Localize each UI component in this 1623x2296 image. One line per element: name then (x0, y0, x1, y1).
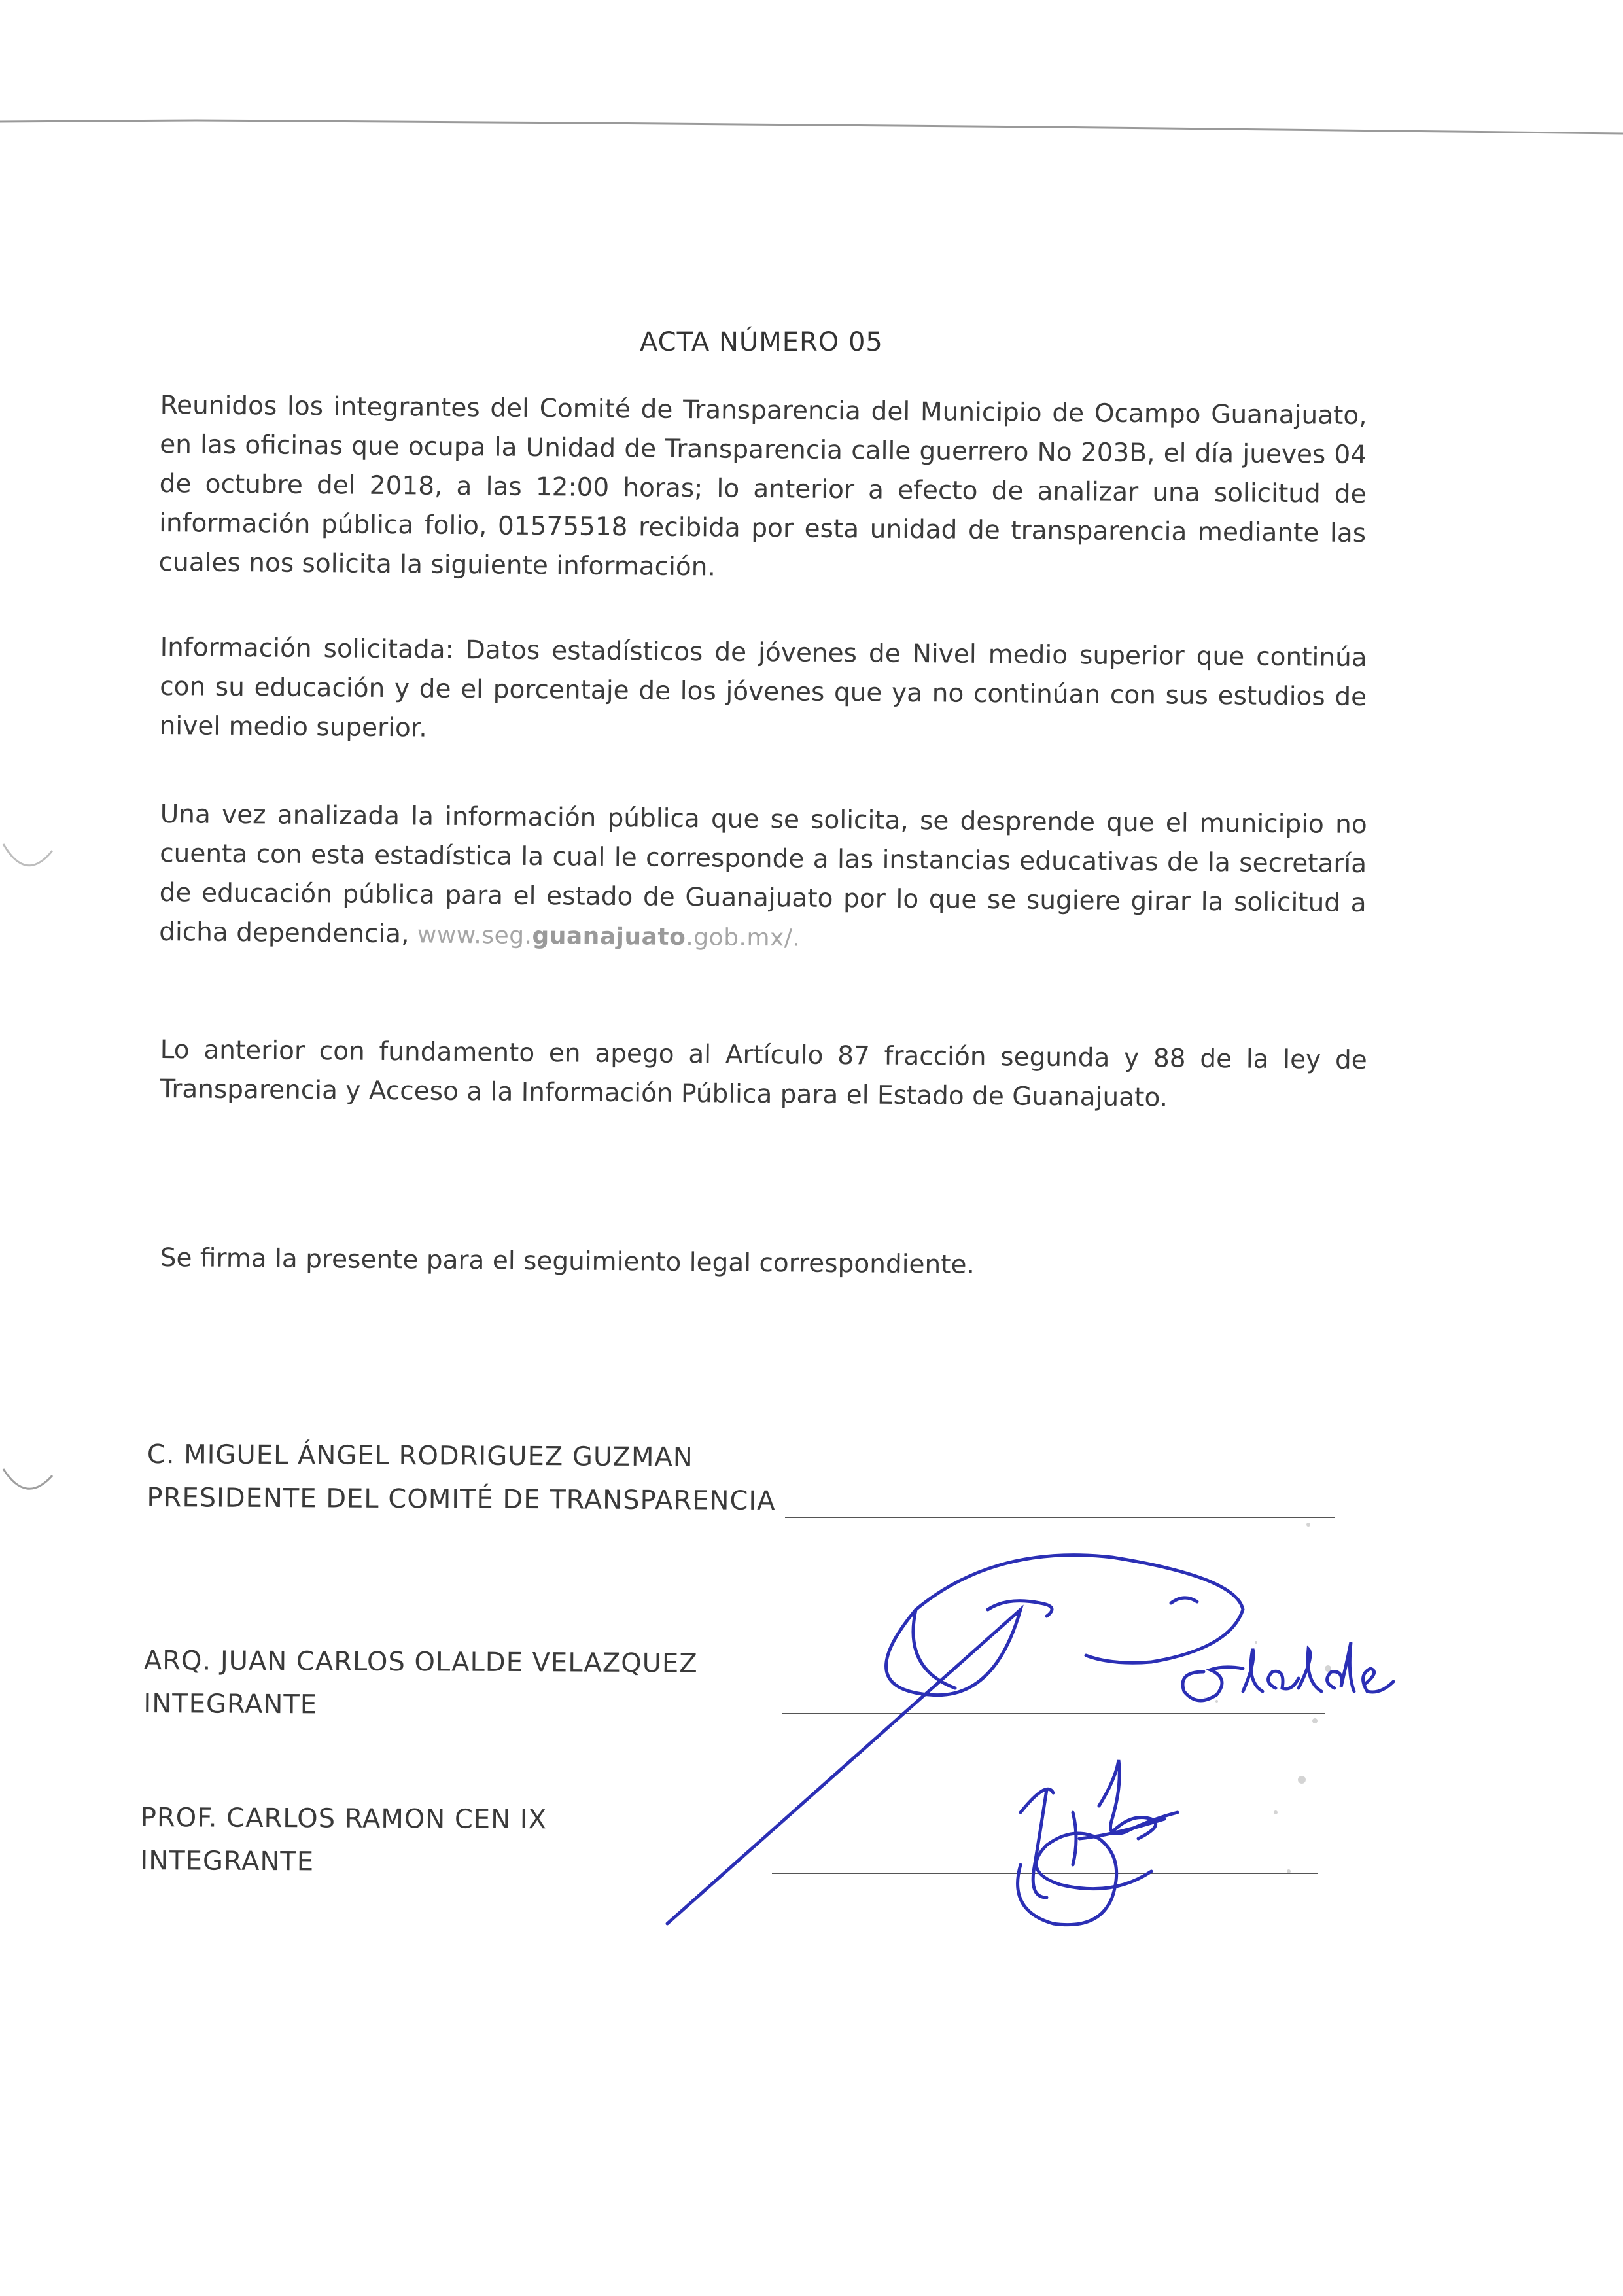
paragraph-legal-basis: Lo anterior con fundamento en apego al Artículo 87 fracción segunda y 88 de la ley de Transparencia y Acceso a la Información Pública para el Estado de Guanajuato. (160, 1034, 1367, 1113)
paragraph-request: Información solicitada: Datos estadísticos de jóvenes de Nivel medio superior que continúa con su educación y de el porcentaje de los jóvenes que ya no continúan con sus estudios de nivel medio superior. (159, 632, 1367, 743)
paragraph-closing: Se firma la presente para el seguimiento legal correspondiente. (160, 1243, 975, 1280)
signature-text: Olalde (1204, 1698, 1206, 1699)
signatory-cen (140, 1796, 547, 1884)
url-suffix: .gob.mx/. (686, 924, 801, 952)
url-bold: guanajuato (532, 922, 686, 951)
signatory-olalde (143, 1639, 698, 1728)
paragraph-meeting: Reunidos los integrantes del Comité de Transparencia del Municipio de Ocampo Guanajuato, en las oficinas que ocupa la Unidad de Transparencia calle guerrero No 203B, el día jueves 04 de octubre del 2018, a las 12:00 horas; lo anterior a efecto de analizar una solicitud de información pública folio, 01575518 recibida por esta unidad de transparencia mediante las cuales nos solicita la siguiente información. (158, 390, 1367, 582)
document-title: ACTA NÚMERO 05 (640, 327, 883, 357)
signatory-name: ARQ. JUAN CARLOS OLALDE VELAZQUEZ (143, 1645, 698, 1679)
punch-hole-top (0, 831, 59, 890)
paragraph-analysis-text: Una vez analizada la información pública que se solicita, se desprende que el municipio no cuenta con esta estadística la cual le corresponde a las instancias educativas de la secretaría de educación pública para el estado de Guanajuato por lo que se sugiere girar la solicitud a dicha dependencia, (158, 799, 1367, 949)
scan-noise (1178, 1505, 1374, 1898)
punch-hole-bottom (0, 1449, 59, 1508)
signatory-role: INTEGRANTE (143, 1688, 318, 1720)
signatory-name: C. MIGUEL ÁNGEL RODRIGUEZ GUZMAN (147, 1439, 693, 1473)
signatory-name: PROF. CARLOS RAMON CEN IX (140, 1802, 548, 1835)
signatory-president (147, 1433, 776, 1523)
signatory-role: INTEGRANTE (140, 1845, 315, 1877)
url-prefix: www.seg. (417, 921, 532, 949)
scan-page-edge (0, 116, 1623, 139)
paragraph-analysis (159, 795, 1367, 963)
seg-url-link[interactable] (417, 921, 801, 951)
signatory-role: PRESIDENTE DEL COMITÉ DE TRANSPARENCIA (147, 1482, 776, 1517)
